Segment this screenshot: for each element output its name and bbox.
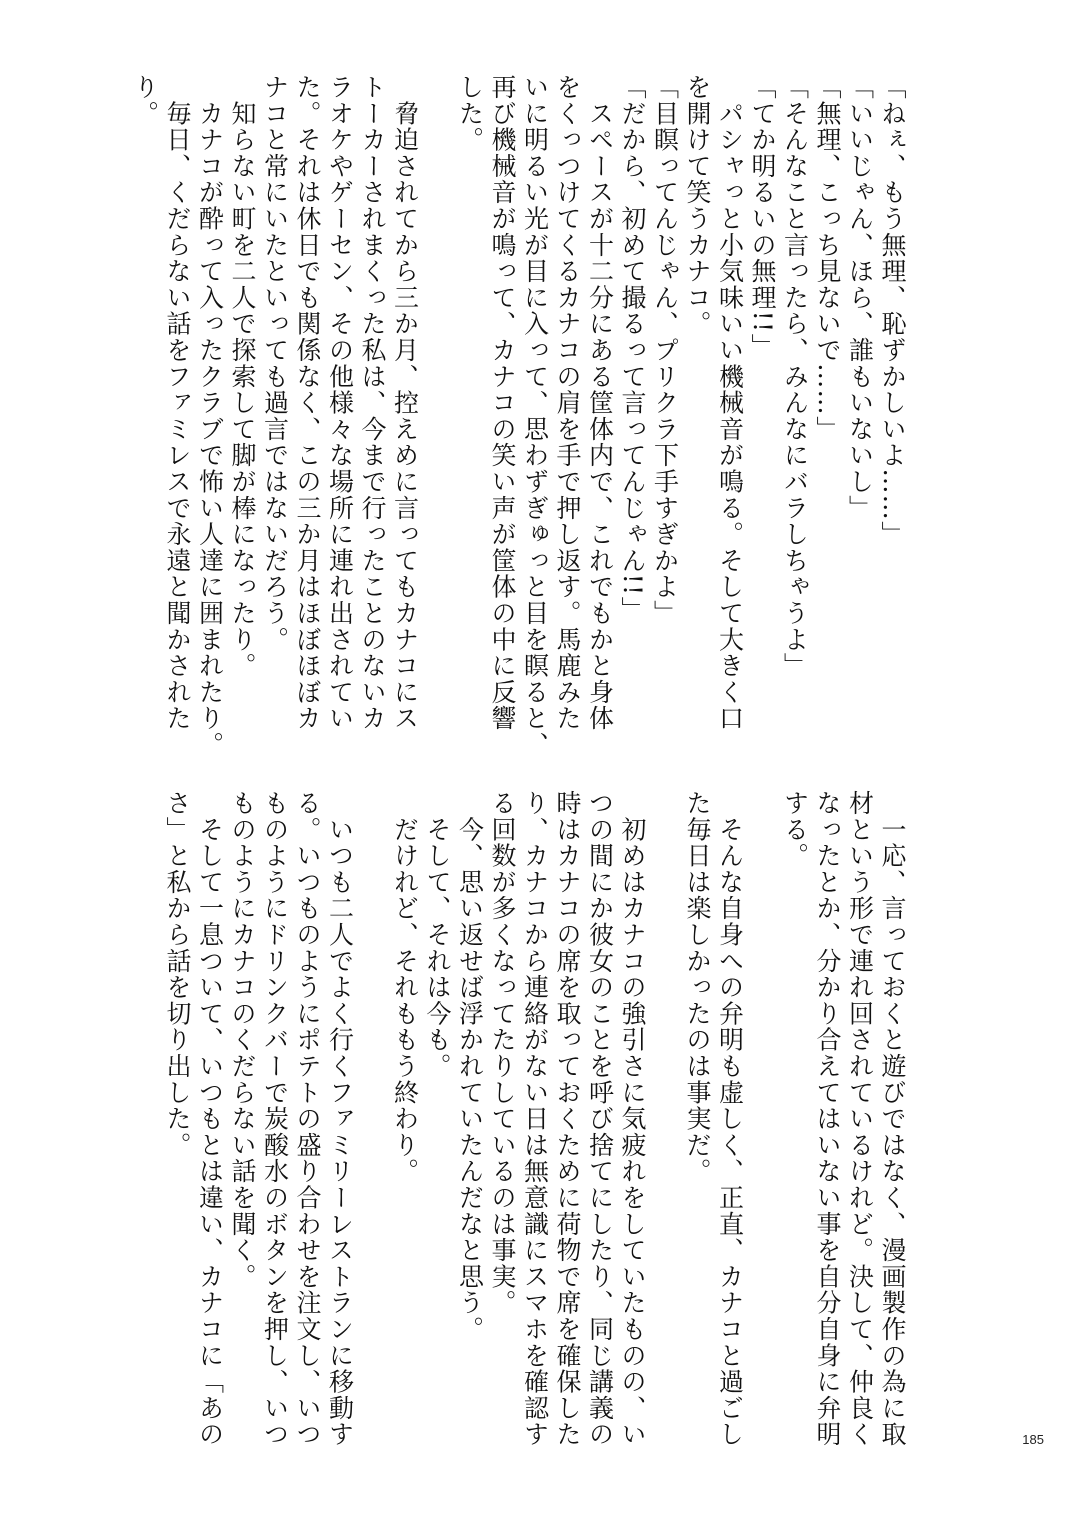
text-line: ものようにカナコのくだらない話を聞く。 <box>228 790 257 1290</box>
text-line: した。 <box>455 74 485 153</box>
text-line <box>356 790 389 1490</box>
text-block-bottom <box>161 790 909 1490</box>
page-number: 185 <box>1022 1432 1044 1447</box>
text-line: 再び機械音が鳴って、カナコの笑い声が筐体の中に反響 <box>488 74 517 732</box>
text-block-top <box>128 74 908 758</box>
text-line <box>746 790 779 1490</box>
text-line: をくっつけてくるカナコの肩を手で押し返す。馬鹿みた <box>553 74 582 732</box>
text-line: なったとか、分かり合えてはいない事を自分自身に弁明 <box>813 790 842 1448</box>
text-line: そして一息ついて、いつもとは違い、カナコに「あの <box>195 790 225 1448</box>
text-line: り。 <box>130 74 160 127</box>
text-line: 「いいじゃん、ほら、誰もいないし」 <box>845 74 875 522</box>
text-line: トーカーされまくった私は、今まで行ったことのないカ <box>358 74 387 732</box>
text-line: スペースが十二分にある筐体内で、これでもかと身体 <box>585 74 615 732</box>
text-line: パシャっと小気味いい機械音が鳴る。そして大きく口 <box>715 74 745 732</box>
text-line: だけれど、それももう終わり。 <box>390 790 420 1185</box>
text-line: つの間にか彼女のことを呼び捨てにしたり、同じ講義の <box>585 790 615 1448</box>
text-line: さ」と私から話を切り出した。 <box>163 790 192 1159</box>
text-line: る。いつものようにポテトの盛り合わせを注文し、いつ <box>293 790 322 1448</box>
text-line: る回数が多くなってたりしているのは事実。 <box>488 790 517 1316</box>
text-line: ラオケやゲーセン、その他様々な場所に連れ出されてい <box>325 74 355 732</box>
text-line: 「目瞑ってんじゃん、プリクラ下手すぎかよ」 <box>650 74 680 627</box>
text-line: する。 <box>780 790 810 869</box>
text-line: いつも二人でよく行くファミリーレストランに移動す <box>325 790 355 1448</box>
text-line: 毎日、くだらない話をファミレスで永遠と聞かされた <box>163 74 192 732</box>
text-line: 「そんなこと言ったら、みんなにバラしちゃうよ」 <box>780 74 810 679</box>
text-line: 知らない町を二人で探索して脚が棒になったり。 <box>228 74 257 679</box>
text-line: た毎日は楽しかったのは事実だ。 <box>683 790 712 1185</box>
text-line: 一応、言っておくと遊びではなく、漫画製作の為に取 <box>878 790 907 1448</box>
text-line: 脅迫されてから三か月、控えめに言ってもカナコにス <box>390 74 420 732</box>
text-line: 初めはカナコの強引さに気疲れをしていたものの、い <box>618 790 647 1448</box>
text-line <box>648 790 681 1490</box>
text-line: カナコが酔って入ったクラブで怖い人達に囲まれたり。 <box>195 74 225 758</box>
text-line: 今、思い返せば浮かれていたんだなと思う。 <box>455 790 485 1343</box>
text-line: ナコと常にいたといっても過言ではないだろう。 <box>260 74 290 653</box>
text-line: いに明るい光が目に入って、思わずぎゅっと目を瞑ると、 <box>520 74 550 758</box>
text-line <box>421 74 454 754</box>
text-line: そんな自身への弁明も虚しく、正直、カナコと過ごし <box>715 790 745 1448</box>
text-line: 「無理、こっち見ないで……」 <box>813 74 842 443</box>
text-line: ものようにドリンクバーで炭酸水のボタンを押し、いつ <box>260 790 290 1448</box>
text-line: 「てか明るいの無理!!」 <box>748 74 777 360</box>
text-line: 「だから、初めて撮るって言ってんじゃん!!」 <box>618 74 647 623</box>
text-line: を開けて笑うカナコ。 <box>683 74 712 337</box>
text-line: た。それは休日でも関係なく、この三か月はほぼほぼカ <box>293 74 322 732</box>
text-line: 「ねぇ、もう無理、恥ずかしいよ……」 <box>878 74 907 548</box>
text-line: 材という形で連れ回されているけれど。決して、仲良く <box>845 790 875 1448</box>
text-line: そして、それは今も。 <box>423 790 452 1080</box>
text-line: 時はカナコの席を取っておくために荷物で席を確保した <box>553 790 582 1448</box>
text-line: り、カナコから連絡がない日は無意識にスマホを確認す <box>520 790 550 1448</box>
